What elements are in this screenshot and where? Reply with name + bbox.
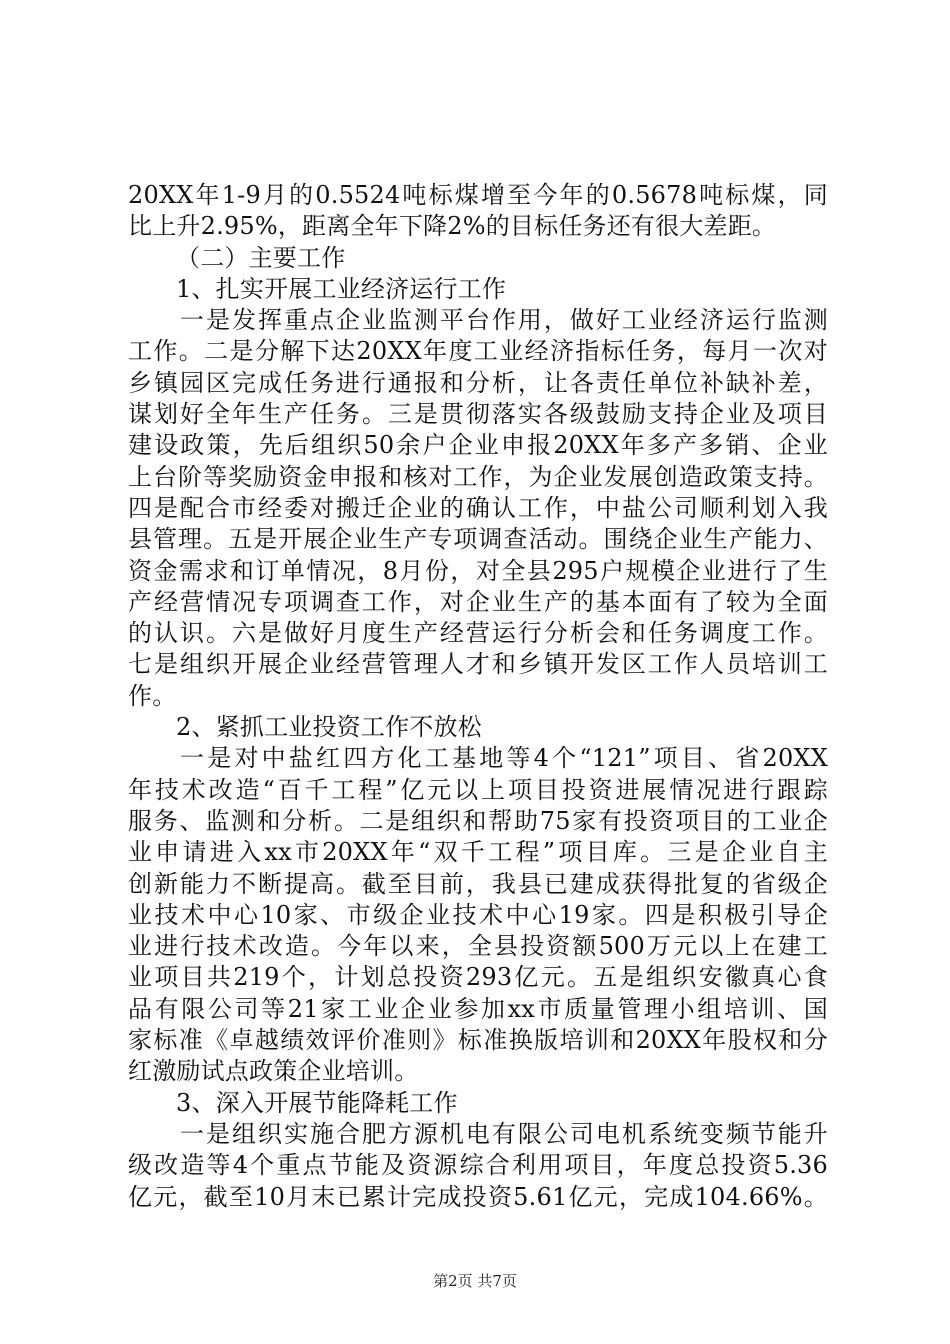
text-line: 产经营情况专项调查工作，对企业生产的基本面有了较为全面 bbox=[128, 587, 828, 616]
text-line: 建设政策，先后组织50余户企业申报20XX年多产多销、企业 bbox=[128, 431, 828, 460]
text-line: 县管理。五是开展企业生产专项调查活动。围绕企业生产能力、 bbox=[128, 525, 828, 554]
text-line: 服务、监测和分析。二是组织和帮助75家有投资项目的工业企 bbox=[128, 806, 828, 835]
text-line: 品有限公司等21家工业企业参加xx市质量管理小组培训、国 bbox=[128, 994, 828, 1023]
text-line: 业申请进入xx市20XX年“双千工程”项目库。三是企业自主 bbox=[128, 838, 828, 867]
document-body bbox=[128, 180, 828, 1213]
text-line: 家标准《卓越绩效评价准则》标准换版培训和20XX年股权和分 bbox=[128, 1026, 828, 1055]
text-line: 红激励试点政策企业培训。 bbox=[128, 1057, 419, 1086]
text-line: 七是组织开展企业经营管理人才和乡镇开发区工作人员培训工 bbox=[128, 650, 828, 679]
text-line: 谋划好全年生产任务。三是贯彻落实各级鼓励支持企业及项目 bbox=[128, 400, 828, 429]
page-footer: 第2页 共7页 bbox=[433, 1272, 517, 1290]
text-line: 业技术中心10家、市级企业技术中心19家。四是积极引导企 bbox=[128, 900, 828, 929]
text-line: （二）主要工作 bbox=[176, 243, 346, 272]
text-line: 业进行技术改造。今年以来，全县投资额500万元以上在建工 bbox=[128, 932, 828, 961]
text-line: 业项目共219个，计划总投资293亿元。五是组织安徽真心食 bbox=[128, 963, 828, 992]
text-line: 一是发挥重点企业监测平台作用，做好工业经济运行监测 bbox=[180, 306, 828, 335]
text-line: 2、紧抓工业投资工作不放松 bbox=[176, 713, 482, 742]
text-line: 级改造等4个重点节能及资源综合利用项目，年度总投资5.36 bbox=[128, 1151, 828, 1180]
text-line: 比上升2.95%，距离全年下降2%的目标任务还有很大差距。 bbox=[128, 212, 777, 241]
text-line: 1、扎实开展工业经济运行工作 bbox=[176, 274, 507, 303]
text-line: 年技术改造“百千工程”亿元以上项目投资进展情况进行跟踪 bbox=[128, 775, 828, 804]
text-line: 作。 bbox=[128, 681, 177, 710]
text-line: 的认识。六是做好月度生产经营运行分析会和任务调度工作。 bbox=[128, 619, 828, 648]
text-line: 3、深入开展节能降耗工作 bbox=[176, 1088, 458, 1117]
text-line: 四是配合市经委对搬迁企业的确认工作，中盐公司顺利划入我 bbox=[128, 493, 828, 522]
text-line: 一是组织实施合肥方源机电有限公司电机系统变频节能升 bbox=[180, 1119, 828, 1148]
text-line: 创新能力不断提高。截至目前，我县已建成获得批复的省级企 bbox=[128, 869, 828, 898]
text-line: 乡镇园区完成任务进行通报和分析，让各责任单位补缺补差， bbox=[128, 368, 828, 397]
text-line: 亿元，截至10月末已累计完成投资5.61亿元，完成104.66%。 bbox=[128, 1182, 828, 1211]
text-line: 资金需求和订单情况，8月份，对全县295户规模企业进行了生 bbox=[128, 556, 828, 585]
text-line: 20XX年1-9月的0.5524吨标煤增至今年的0.5678吨标煤，同 bbox=[128, 181, 828, 209]
text-line: 一是对中盐红四方化工基地等4个“121”项目、省20XX bbox=[180, 744, 828, 773]
text-line: 工作。二是分解下达20XX年度工业经济指标任务，每月一次对 bbox=[128, 337, 828, 366]
text-line: 上台阶等奖励资金申报和核对工作，为企业发展创造政策支持。 bbox=[128, 462, 828, 491]
